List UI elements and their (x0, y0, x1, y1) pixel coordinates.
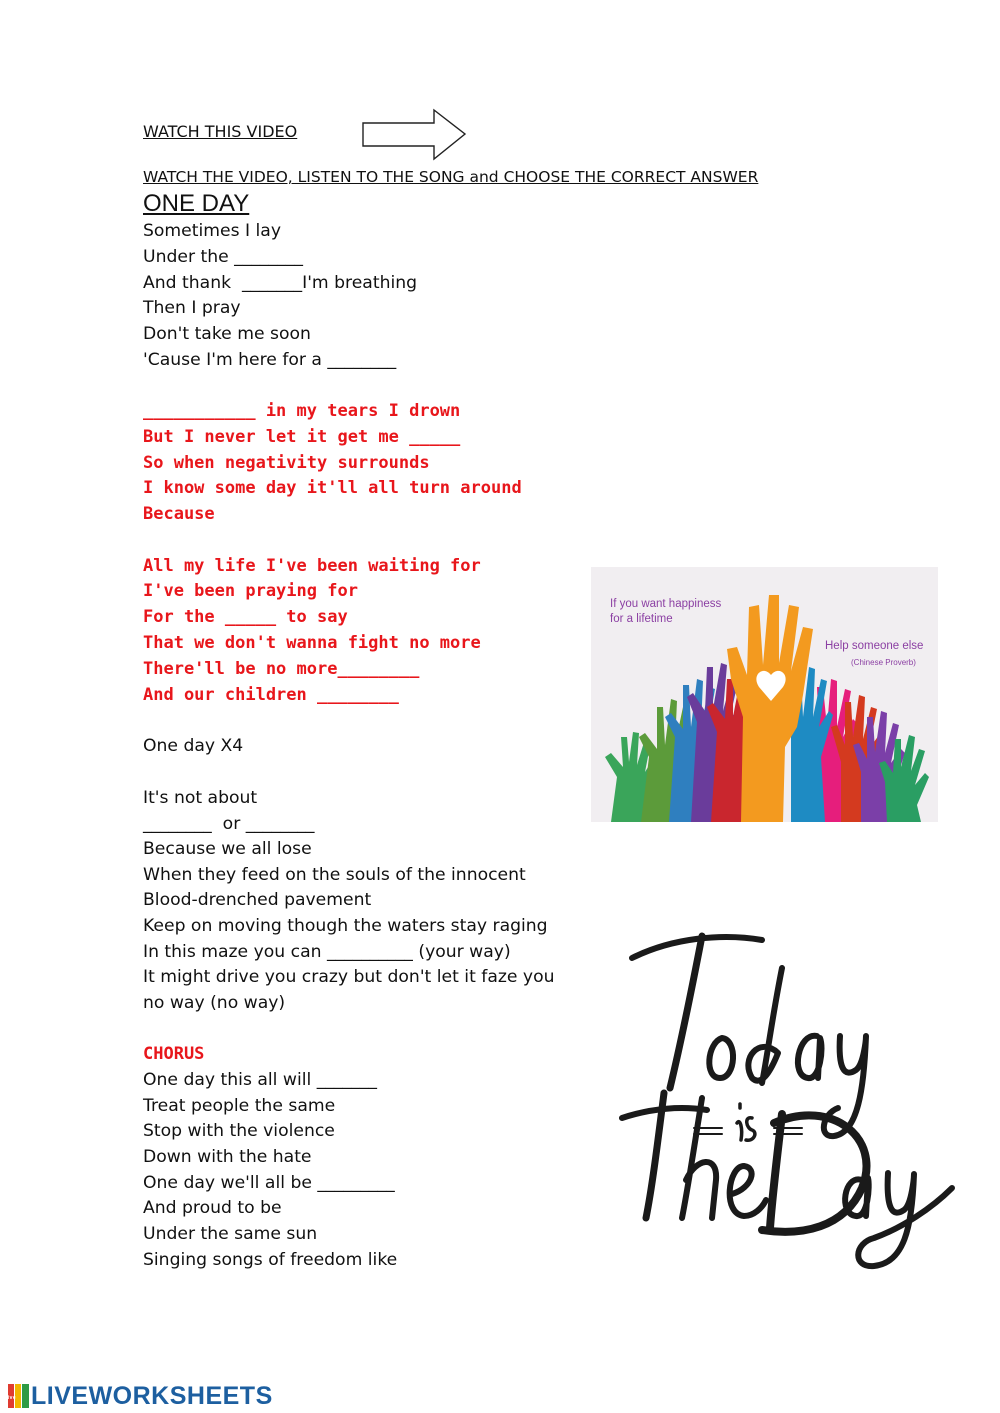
lyric-line: One day this all will _______ (143, 1070, 377, 1090)
lyric-line: It might drive you crazy but don't let it faze you (143, 967, 555, 987)
lyric-line-red: And our children ________ (143, 685, 399, 705)
lyric-line: When they feed on the souls of the innocent (143, 865, 526, 885)
instructions: WATCH THE VIDEO, LISTEN TO THE SONG and CHOOSE THE CORRECT ANSWER (143, 168, 759, 186)
lyric-line: Singing songs of freedom like (143, 1250, 398, 1270)
lyric-line-red: I know some day it'll all turn around (143, 478, 522, 498)
lyric-line: ________ or ________ (143, 814, 315, 834)
logo-text: live (5, 1395, 17, 1401)
lyric-line: In this maze you can __________ (your way) (143, 942, 511, 962)
lyric-line: Stop with the violence (143, 1121, 335, 1141)
lyric-line: Sometimes I lay (143, 221, 282, 241)
lyric-line-red: All my life I've been waiting for (143, 556, 481, 576)
lyric-line: 'Cause I'm here for a ________ (143, 350, 397, 370)
song-title: ONE DAY (143, 190, 250, 217)
lyric-line: Down with the hate (143, 1147, 312, 1167)
lyric-line: It's not about (143, 788, 258, 808)
helping-hands-image (591, 567, 938, 822)
lyric-line: Then I pray (143, 298, 241, 318)
today-is-the-day-image (612, 918, 957, 1283)
lyric-line: Under the ________ (143, 247, 303, 267)
lyric-line: no way (no way) (143, 993, 286, 1013)
lyric-line: Because we all lose (143, 839, 312, 859)
lyric-line-red: That we don't wanna fight no more (143, 633, 481, 653)
lyric-line: Don't take me soon (143, 324, 311, 344)
quote-source: (Chinese Proverb) (851, 658, 916, 667)
quote-line: for a lifetime (610, 613, 673, 625)
lyric-line: Keep on moving though the waters stay raging (143, 916, 548, 936)
lyric-line-red: For the _____ to say (143, 607, 348, 627)
brand-footer[interactable] (5, 1382, 273, 1411)
lyric-line: And thank _______I'm breathing (143, 273, 418, 293)
quote-left (610, 597, 721, 627)
lyric-line: And proud to be (143, 1198, 282, 1218)
quote-line: If you want happiness (610, 598, 722, 610)
lyric-line: One day we'll all be _________ (143, 1173, 395, 1193)
arrow-right-icon[interactable] (362, 108, 468, 162)
lyric-line-red: I've been praying for (143, 581, 358, 601)
lyric-line-red: ___________ in my tears I drown (143, 401, 461, 421)
lyric-line-red: So when negativity surrounds (143, 453, 430, 473)
watch-video-label: WATCH THIS VIDEO (143, 122, 298, 141)
one-day-x4: One day X4 (143, 736, 244, 756)
quote-right: Help someone else (825, 640, 924, 652)
lyric-line: Blood-drenched pavement (143, 890, 372, 910)
lyric-line: Treat people the same (143, 1096, 336, 1116)
lyric-line: Under the same sun (143, 1224, 318, 1244)
lyric-line-red: Because (143, 504, 215, 524)
brand-name: LIVEWORKSHEETS (31, 1382, 273, 1410)
image-word: Today (612, 918, 615, 919)
lyric-line-red: There'll be no more________ (143, 659, 420, 679)
chorus-label: CHORUS (143, 1044, 205, 1064)
lyric-line-red: But I never let it get me _____ (143, 427, 461, 447)
liveworksheets-logo-icon (5, 1384, 29, 1408)
